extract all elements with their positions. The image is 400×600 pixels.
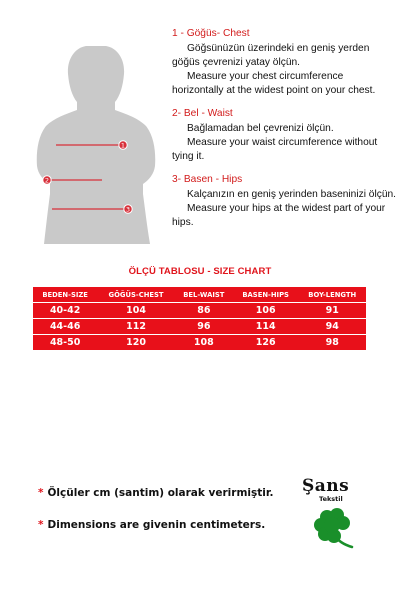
table-row [33,319,366,335]
hips-section [172,173,396,230]
svg-text:3: 3 [125,205,131,214]
header-size: BEDEN-SIZE [33,287,97,303]
waist-text-tr: Bağlamadan bel çevrenizi ölçün. [187,123,334,134]
table-cell: 104 [97,303,175,319]
table-cell: 94 [298,319,366,335]
svg-text:1: 1 [120,141,126,150]
svg-text:2: 2 [44,176,50,185]
hips-title: 3- Basen - Hips [172,174,243,185]
table-header-row [33,287,366,303]
note-bullet: * [38,519,44,531]
table-cell: 91 [298,303,366,319]
table-cell: 112 [97,319,175,335]
header-length: BOY-LENGTH [298,287,366,303]
note-text-en: Dimensions are givenin centimeters. [47,519,266,531]
marker-chest [119,141,127,150]
chest-text-en: Measure your chest circumference horizontally at the widest point on your chest. [172,71,376,96]
header-chest: GÖĞÜS-CHEST [97,287,175,303]
table-cell: 86 [175,303,233,319]
header-waist: BEL-WAIST [175,287,233,303]
hips-text-tr: Kalçanızın en geniş yerinden baseninizi ölçün. [187,189,396,200]
table-row [33,335,366,351]
note-text-tr: Ölçüler cm (santim) olarak verirmiştir. [47,487,274,499]
marker-waist [43,176,51,185]
table-cell: 44-46 [33,319,97,335]
size-chart-title: ÖLÇÜ TABLOSU - SIZE CHART [128,266,272,277]
table-row [33,303,366,319]
table-cell: 126 [233,335,299,351]
chest-section [172,27,396,98]
marker-hips [124,205,132,214]
measurement-instructions [172,27,396,239]
table-cell: 108 [175,335,233,351]
table-cell: 106 [233,303,299,319]
table-cell: 40-42 [33,303,97,319]
table-cell: 98 [298,335,366,351]
brand-subtitle: Tekstil [319,495,343,503]
body-silhouette-illustration [28,44,163,244]
table-cell: 96 [175,319,233,335]
table-cell: 114 [233,319,299,335]
brand-logo [302,476,362,503]
waist-section [172,107,396,164]
waist-title: 2- Bel - Waist [172,108,233,119]
size-table [33,287,366,350]
waist-text-en: Measure your waist circumference without tying it. [172,137,378,162]
table-cell: 120 [97,335,175,351]
chest-text-tr: Göğsünüzün üzerindeki en geniş yerden göğüs çevrenizi yatay ölçün. [172,43,370,68]
note-english [38,519,265,531]
table-cell: 48-50 [33,335,97,351]
hips-text-en: Measure your hips at the widest part of your hips. [172,203,386,228]
brand-name: Şans [302,476,350,496]
chest-title: 1 - Göğüs- Chest [172,28,250,39]
clover-icon [310,505,358,549]
header-hips: BASEN-HIPS [233,287,299,303]
note-turkish [38,487,274,499]
note-bullet: * [38,487,44,499]
